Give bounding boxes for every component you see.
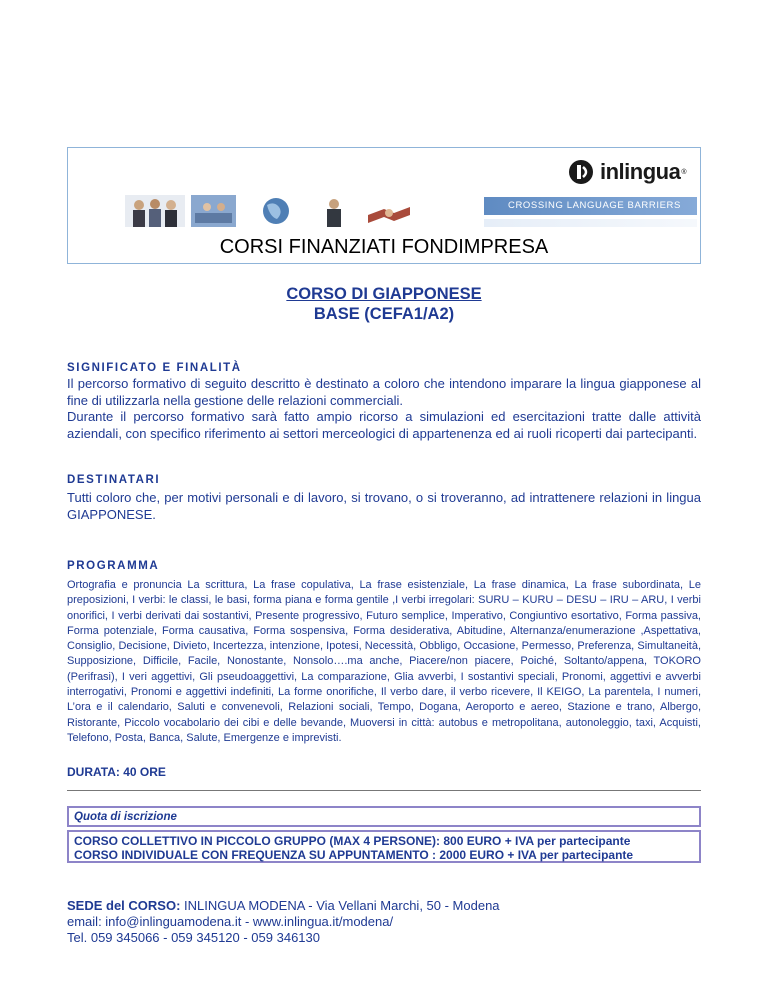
- significato-paragraph-2: Durante il percorso formativo sarà fatto ampio ricorso a simulazioni ed esercitazioni tratte dalle attività aziendali, con specifico riferimento ai settori merceologici di appartenenza ed ai ruoli ricoperti dai partecipanti.: [67, 409, 701, 441]
- price-individuale: CORSO INDIVIDUALE CON FREQUENZA SU APPUNTAMENTO : 2000 EURO + IVA per partecipante: [74, 848, 634, 862]
- tagline: CROSSING LANGUAGE BARRIERS: [508, 200, 681, 211]
- banner-photo-globe: [249, 195, 304, 227]
- course-title: CORSO DI GIAPPONESE: [286, 285, 482, 303]
- header-banner: [69, 191, 697, 233]
- sede-label: SEDE del CORSO:: [67, 898, 181, 913]
- banner-photo-people: [125, 195, 185, 227]
- price-box: [67, 830, 701, 863]
- destinatari-text: Tutti coloro che, per motivi personali e di lavoro, si trovano, o si troveranno, ad intrattenere relazioni in lingua GIAPPONESE.: [67, 490, 701, 522]
- sede-address: INLINGUA MODENA - Via Vellani Marchi, 50 - Modena: [180, 898, 500, 913]
- course-level: BASE (CEFA1/A2): [313, 305, 455, 323]
- banner-bar: [484, 219, 697, 227]
- banner-photo-business: [314, 195, 354, 227]
- heading-programma: PROGRAMMA: [67, 560, 160, 572]
- logo-text: inlingua: [600, 159, 681, 184]
- sede-tel: Tel. 059 345066 - 059 345120 - 059 346130: [67, 930, 320, 945]
- quota-label-box: [67, 806, 701, 827]
- inlingua-logo: [568, 157, 687, 187]
- heading-significato: SIGNIFICATO E FINALITÀ: [67, 362, 242, 374]
- tagline-strip: [484, 197, 697, 215]
- logo-registered-mark: ®: [681, 168, 687, 176]
- price-collettivo: CORSO COLLETTIVO IN PICCOLO GRUPPO (MAX 4 PERSONE): 800 EURO + IVA per partecipante: [74, 834, 631, 848]
- sede-info: [67, 898, 500, 946]
- significato-paragraph-1: Il percorso formativo di seguito descritto è destinato a coloro che intendono imparare la lingua giapponese al fine di utilizzarla nella gestione delle relazioni commerciali.: [67, 376, 701, 408]
- significato-text: [67, 376, 701, 442]
- inlingua-logo-icon: [568, 159, 594, 185]
- divider-line: [67, 790, 701, 791]
- quota-label: Quota di iscrizione: [74, 811, 177, 823]
- programma-text: Ortografia e pronuncia La scrittura, La frase copulativa, La frase esistenziale, La frase dinamica, La frase subordinata, Le preposizioni, I verbi: le classi, le basi, forma piana e forma gentile ,I verbi irregolari: SURU – KURU – DESU – IRU – ARU, I verbi onorifici, I verbi derivati dai sostantivi, Presente progressivo, Futuro semplice, Imperativo, Congiuntivo esortativo, Forma passiva, Forma potenziale, Forma causativa, Forma sospensiva, Forma desiderativa, Abitudine, Alternanza/enumerazione ,Aspettativa, Consiglio, Decisione, Divieto, Incertezza, intenzione, Ipotesi, Necessità, Obbligo, Occasione, Permesso, Preferenza, Simultaneità, Supposizione, Difficile, Facile, Nonostante, Nonsolo….ma anche, Piacere/non piacere, Poiché, Soltanto/appena, TOKORO (Perifrasi), I veri aggettivi, Gli pseudoaggettivi, La comparazione, Glia avverbi, I sostantivi speciali, Pronomi, aggettivi e avverbi interrogativi, Pronomi e aggettivi indefiniti, La forme onorifiche, Il verbo dare, il verbo ricevere, Il KEIGO, La parentela, I numeri, L’ora e il calendario, Saluti e convenevoli, Relazioni sociali, Tempo, Dogana, Aeroporto e aereo, Stazione e trano, Albergo, Ristorante, Piccolo vocabolario dei cibi e delle bevande, Muoversi in città: autobus e metropolitana, autonoleggio, taxi, Acquisti, Telefono, Posta, Banca, Salute, Emergenze e imprevisti.: [67, 579, 701, 744]
- sede-line: [67, 898, 500, 914]
- heading-destinatari: DESTINATARI: [67, 474, 161, 486]
- header-title: CORSI FINANZIATI FONDIMPRESA: [219, 236, 549, 258]
- banner-photo-handshake: [364, 195, 414, 227]
- durata: DURATA: 40 ORE: [67, 765, 166, 779]
- banner-photo-meeting: [191, 195, 236, 227]
- sede-email: email: info@inlinguamodena.it - www.inlingua.it/modena/: [67, 914, 394, 929]
